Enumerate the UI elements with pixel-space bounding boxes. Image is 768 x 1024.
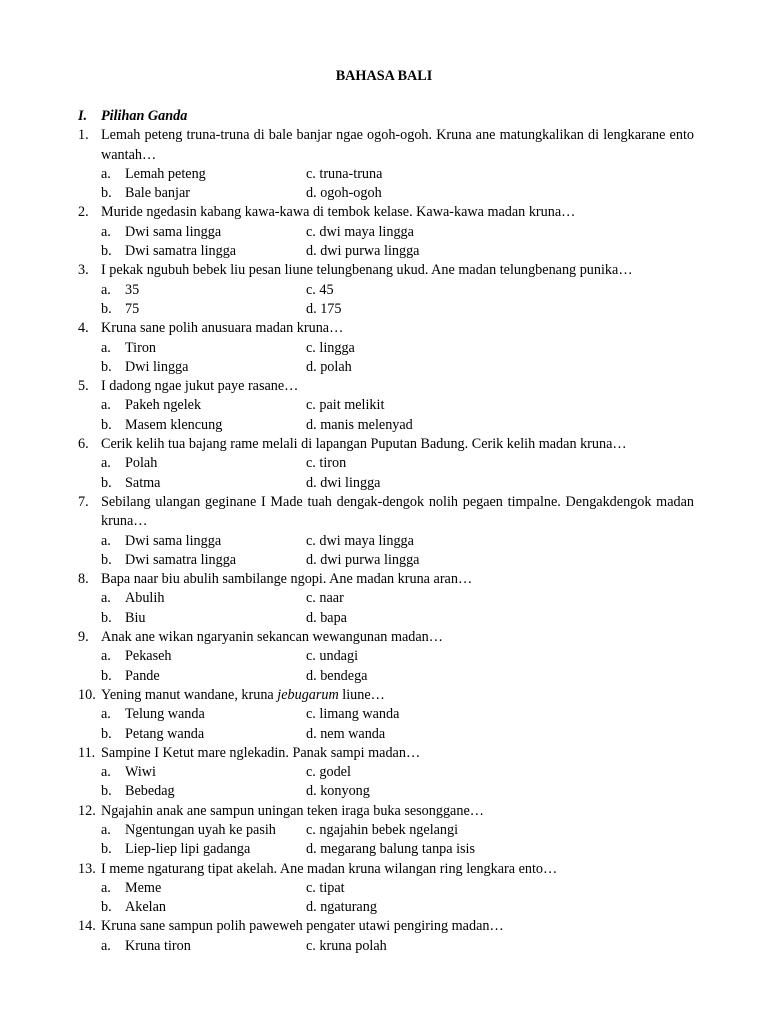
question-11 <box>78 744 694 763</box>
option-text-right: c. dwi maya lingga <box>306 223 414 240</box>
option-text-right: d. megarang balung tanpa isis <box>306 841 476 858</box>
option-text-right: d. bendega <box>306 667 368 684</box>
option-text: Kruna tiron <box>125 937 191 954</box>
question-number: 6. <box>78 436 89 453</box>
option-letter: a. <box>101 764 111 781</box>
option-row <box>78 300 694 319</box>
question-text: Anak ane wikan ngaryanin sekancan wewangunan madan… <box>101 629 443 646</box>
option-text: Telung wanda <box>125 706 205 723</box>
question-7 <box>78 493 694 532</box>
option-letter: a. <box>101 532 111 549</box>
option-letter: a. <box>101 706 111 723</box>
option-letter: b. <box>101 185 112 202</box>
option-letter: a. <box>101 648 111 665</box>
option-text-right: c. 45 <box>306 281 334 298</box>
question-14 <box>78 917 694 936</box>
question-text: I pekak ngubuh bebek liu pesan liune telungbenang ukud. Ane madan telungbenang punika… <box>101 262 633 279</box>
question-1 <box>78 126 694 165</box>
option-letter: a. <box>101 281 111 298</box>
question-number: 13. <box>78 860 96 877</box>
option-text-right: d. 175 <box>306 300 342 317</box>
question-text: Ngajahin anak ane sampun uningan teken iraga buka sesonggane… <box>101 802 484 819</box>
option-letter: a. <box>101 223 111 240</box>
option-text: Dwi samatra lingga <box>125 551 237 568</box>
option-text: Biu <box>125 609 146 626</box>
option-letter: b. <box>101 358 112 375</box>
option-letter: b. <box>101 609 112 626</box>
question-6 <box>78 435 694 454</box>
question-number: 1. <box>78 127 89 144</box>
option-row <box>78 609 694 628</box>
option-text-right: d. manis melenyad <box>306 416 413 433</box>
option-row <box>78 532 694 551</box>
question-text: Bapa naar biu abulih sambilange ngopi. Ane madan kruna aran… <box>101 571 473 588</box>
option-row <box>78 667 694 686</box>
option-letter: a. <box>101 455 111 472</box>
option-text: Dwi sama lingga <box>125 532 222 549</box>
question-number: 5. <box>78 378 89 395</box>
option-text: Wiwi <box>125 764 156 781</box>
option-text: Petang wanda <box>125 725 205 742</box>
option-row <box>78 165 694 184</box>
option-text-right: c. naar <box>306 590 344 607</box>
option-text: Abulih <box>125 590 165 607</box>
option-text-right: d. ngaturang <box>306 899 377 916</box>
option-row <box>78 647 694 666</box>
question-12 <box>78 802 694 821</box>
option-text: Meme <box>125 879 162 896</box>
option-text: Pakeh ngelek <box>125 397 202 414</box>
option-text-right: d. nem wanda <box>306 725 386 742</box>
question-list <box>78 107 694 956</box>
option-letter: b. <box>101 841 112 858</box>
question-number: 7. <box>78 493 89 510</box>
option-text: Satma <box>125 474 161 491</box>
option-letter: b. <box>101 899 112 916</box>
option-text-right: c. lingga <box>306 339 355 356</box>
question-text: I meme ngaturang tipat akelah. Ane madan kruna wilangan ring lengkara ento… <box>101 860 558 877</box>
question-number: 10. <box>78 686 96 703</box>
option-row <box>78 358 694 377</box>
option-text: Tiron <box>125 339 157 356</box>
option-text-right: c. godel <box>306 764 351 781</box>
question-text: Muride ngedasin kabang kawa-kawa di tembok kelase. Kawa-kawa madan kruna… <box>101 204 576 221</box>
question-text-part: liune… <box>338 686 385 703</box>
option-letter: b. <box>101 667 112 684</box>
option-text-right: d. dwi lingga <box>306 474 381 491</box>
option-text-right: d. konyong <box>306 783 370 800</box>
option-text-right: c. truna-truna <box>306 165 383 182</box>
questions <box>78 126 694 956</box>
option-row <box>78 782 694 801</box>
option-row <box>78 898 694 917</box>
option-text-right: c. ngajahin bebek ngelangi <box>306 821 459 838</box>
option-text-right: d. dwi purwa lingga <box>306 551 420 568</box>
option-letter: a. <box>101 397 111 414</box>
question-text-part: Yening manut wandane, kruna <box>101 686 278 703</box>
option-row <box>78 184 694 203</box>
option-row <box>78 589 694 608</box>
question-text-italic: jebugarum <box>277 686 339 703</box>
option-text-right: d. polah <box>306 358 352 375</box>
document-title: BAHASA BALI <box>335 68 433 84</box>
question-number: 12. <box>78 802 96 819</box>
question-number: 14. <box>78 918 96 935</box>
option-text-right: d. bapa <box>306 609 347 626</box>
option-letter: a. <box>101 590 111 607</box>
question-text: Cerik kelih tua bajang rame melali di lapangan Puputan Badung. Cerik kelih madan kruna… <box>101 436 627 453</box>
option-letter: b. <box>101 783 112 800</box>
option-text: Bale banjar <box>125 185 190 202</box>
question-text: Sampine I Ketut mare nglekadin. Panak sampi madan… <box>101 744 421 761</box>
option-text: Dwi sama lingga <box>125 223 222 240</box>
question-number: 3. <box>78 262 89 279</box>
option-row <box>78 551 694 570</box>
option-row <box>78 396 694 415</box>
option-text-right: c. kruna polah <box>306 937 387 954</box>
option-letter: b. <box>101 300 112 317</box>
option-text: Dwi lingga <box>125 358 189 375</box>
option-row <box>78 474 694 493</box>
option-text-right: c. limang wanda <box>306 706 400 723</box>
option-text-right: c. pait melikit <box>306 397 385 414</box>
option-row <box>78 223 694 242</box>
option-letter: b. <box>101 551 112 568</box>
question-5 <box>78 377 694 396</box>
question-8 <box>78 570 694 589</box>
option-letter: b. <box>101 725 112 742</box>
option-letter: b. <box>101 416 112 433</box>
question-number: 8. <box>78 571 89 588</box>
question-2 <box>78 203 694 222</box>
option-row <box>78 725 694 744</box>
option-row <box>78 821 694 840</box>
section-number: I. <box>78 108 88 124</box>
option-row <box>78 281 694 300</box>
option-text-right: c. tipat <box>306 879 345 896</box>
option-text-right: c. undagi <box>306 648 359 665</box>
option-text-right: d. ogoh-ogoh <box>306 185 382 202</box>
question-13 <box>78 860 694 879</box>
option-text: Polah <box>125 455 158 472</box>
section-heading <box>78 107 694 126</box>
question-number: 11. <box>78 744 96 761</box>
option-text: 35 <box>125 281 140 298</box>
question-number: 2. <box>78 204 89 221</box>
option-text: Masem klencung <box>125 416 223 433</box>
option-text: Pande <box>125 667 160 684</box>
question-text: Lemah peteng truna-truna di bale banjar ngae ogoh-ogoh. Kruna ane matungkalikan di lengkarane ento wantah… <box>101 127 694 163</box>
option-row <box>78 242 694 261</box>
option-row <box>78 339 694 358</box>
option-letter: a. <box>101 879 111 896</box>
option-row <box>78 705 694 724</box>
option-row <box>78 879 694 898</box>
option-row <box>78 416 694 435</box>
question-9 <box>78 628 694 647</box>
option-letter: a. <box>101 937 111 954</box>
option-row <box>78 454 694 473</box>
option-row <box>78 840 694 859</box>
question-3 <box>78 261 694 280</box>
option-letter: b. <box>101 474 112 491</box>
option-row <box>78 937 694 956</box>
option-letter: a. <box>101 165 111 182</box>
option-text: Lemah peteng <box>125 165 206 182</box>
option-text: Pekaseh <box>125 648 172 665</box>
option-letter: a. <box>101 339 111 356</box>
option-text-right: d. dwi purwa lingga <box>306 243 420 260</box>
option-text: 75 <box>125 300 140 317</box>
section-label: Pilihan Ganda <box>101 108 188 124</box>
question-10 <box>78 686 694 705</box>
option-letter: a. <box>101 821 111 838</box>
option-text: Akelan <box>125 899 166 916</box>
question-number: 4. <box>78 320 89 337</box>
question-text: Kruna sane sampun polih paweweh pengater utawi pengiring madan… <box>101 918 504 935</box>
question-4 <box>78 319 694 338</box>
question-text: I dadong ngae jukut paye rasane… <box>101 378 299 395</box>
option-text-right: c. dwi maya lingga <box>306 532 414 549</box>
option-text: Dwi samatra lingga <box>125 243 237 260</box>
option-row <box>78 763 694 782</box>
option-text: Ngentungan uyah ke pasih <box>125 821 276 838</box>
question-number: 9. <box>78 629 89 646</box>
question-text: Kruna sane polih anusuara madan kruna… <box>101 320 344 337</box>
question-text: Sebilang ulangan geginane I Made tuah dengak-dengok nolih pegaen timpalne. Dengakdengok madan kruna… <box>101 493 694 530</box>
question-text <box>101 686 694 705</box>
option-letter: b. <box>101 243 112 260</box>
option-text: Liep-liep lipi gadanga <box>125 841 251 858</box>
option-text: Bebedag <box>125 783 175 800</box>
option-text-right: c. tiron <box>306 455 347 472</box>
